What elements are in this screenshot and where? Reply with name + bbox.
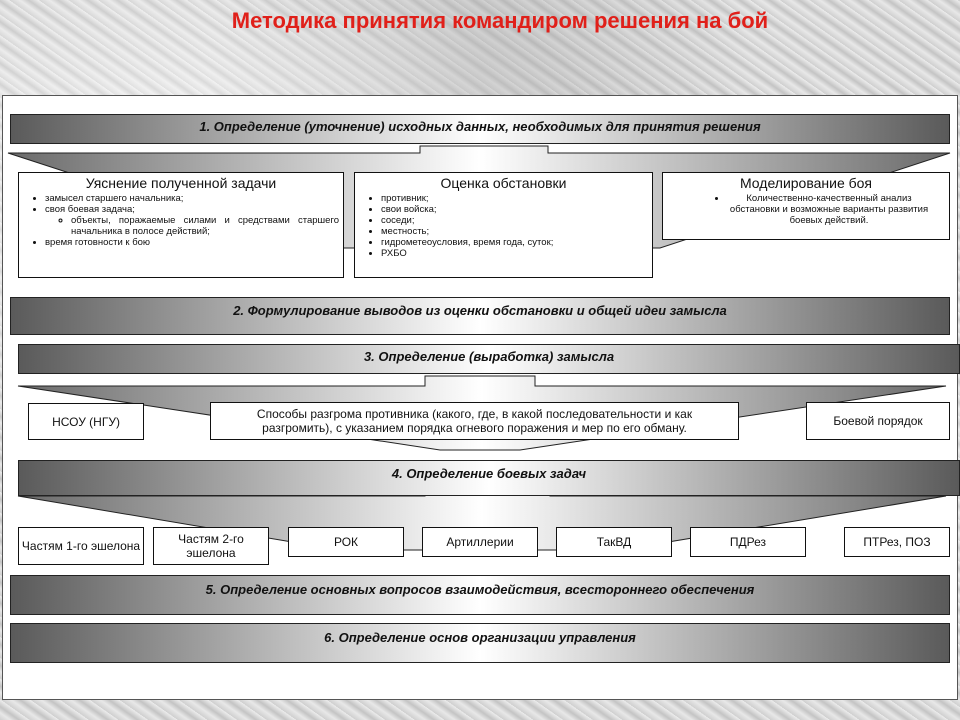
task-ptrez-poz: ПТРез, ПОЗ: [844, 527, 950, 557]
task-pdrez: ПДРез: [690, 527, 806, 557]
battle-modeling-list: [667, 193, 945, 226]
step-3-bar: 3. Определение (выработка) замысла: [18, 344, 960, 374]
task-clarification-box: [18, 172, 344, 278]
list-item: • противник;: [381, 193, 648, 204]
list-item: • Количественно-качественный анализ обстановки и возможные варианты развития боевых действий.: [727, 193, 931, 226]
list-item: • гидрометеоусловия, время года, суток;: [381, 237, 648, 248]
situation-assessment-box: [354, 172, 653, 278]
step-1-bar: 1. Определение (уточнение) исходных данных, необходимых для принятия решения: [10, 114, 950, 144]
battle-modeling-title: Моделирование боя: [739, 175, 873, 191]
situation-assessment-title: Оценка обстановки: [440, 175, 567, 191]
task-second-echelon: Частям 2-го эшелона: [153, 527, 269, 565]
defeat-methods-box: Способы разгрома противника (какого, где, в какой последовательности и как разгромить), с указанием порядка огневого поражения и мер по его обману.: [210, 402, 739, 440]
list-item: • местность;: [381, 226, 648, 237]
list-item: • своя боевая задача;: [45, 204, 339, 215]
battle-order-box: Боевой порядок: [806, 402, 950, 440]
task-rok: РОК: [288, 527, 404, 557]
step-5-bar: 5. Определение основных вопросов взаимодействия, всестороннего обеспечения: [10, 575, 950, 615]
task-takvd: ТакВД: [556, 527, 672, 557]
step-4-bar: 4. Определение боевых задач: [18, 460, 960, 496]
list-item: ◦ объекты, поражаемые силами и средствами старшего начальника в полосе действий;: [71, 215, 339, 237]
task-clarification-list: [23, 193, 339, 248]
task-artillery: Артиллерии: [422, 527, 538, 557]
battle-modeling-box: [662, 172, 950, 240]
task-clarification-title: Уяснение полученной задачи: [85, 175, 277, 191]
list-item: • соседи;: [381, 215, 648, 226]
list-item: • свои войска;: [381, 204, 648, 215]
list-item: • время готовности к бою: [45, 237, 339, 248]
list-item: [45, 215, 339, 237]
task-first-echelon: Частям 1-го эшелона: [18, 527, 144, 565]
list-item: • замысел старшего начальника;: [45, 193, 339, 204]
situation-assessment-list: [359, 193, 648, 259]
page-title: Методика принятия командиром решения на бой: [231, 8, 769, 33]
step-2-bar: 2. Формулирование выводов из оценки обстановки и общей идеи замысла: [10, 297, 950, 335]
nsou-box: НСОУ (НГУ): [28, 403, 144, 440]
step-6-bar: 6. Определение основ организации управления: [10, 623, 950, 663]
list-item: • РХБО: [381, 248, 648, 259]
